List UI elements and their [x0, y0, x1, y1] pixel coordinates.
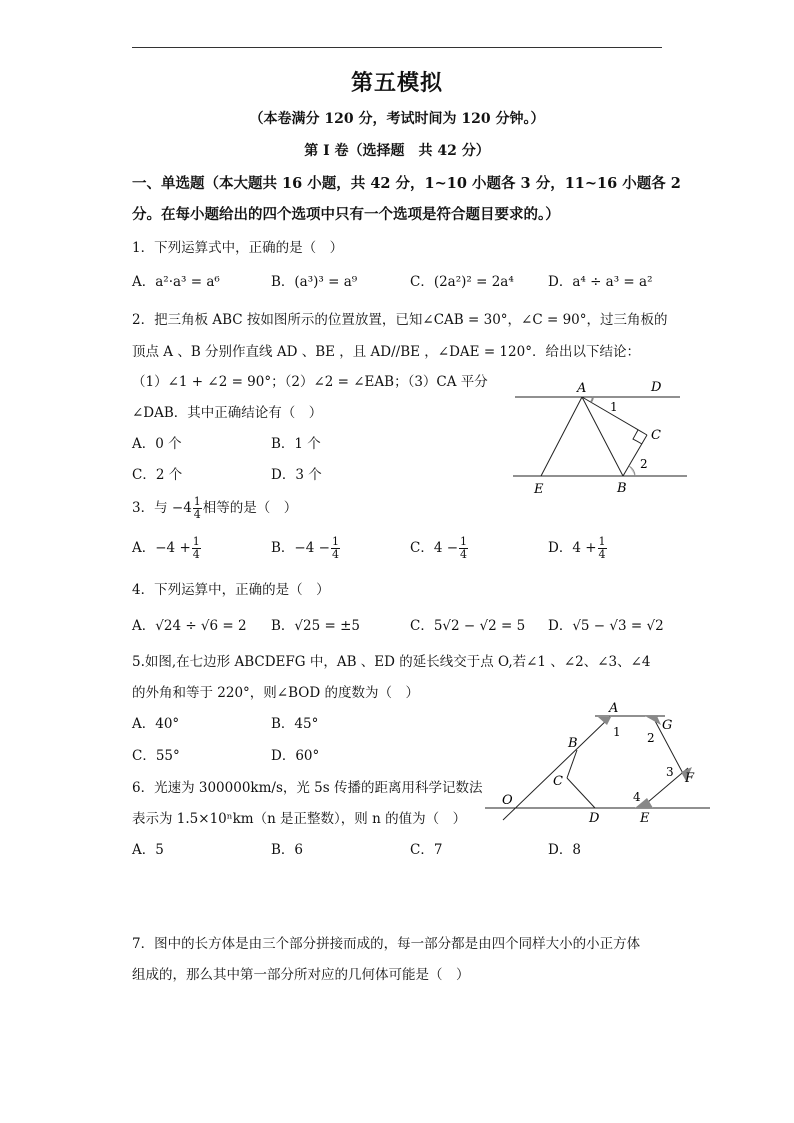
- q4-option-a: A．√24 ÷ √6 = 2: [132, 618, 247, 634]
- label-b: B: [568, 736, 578, 751]
- label-angle-1: 1: [613, 725, 621, 739]
- q5-line1: 5.如图,在七边形 ABCDEFG 中，AB 、ED 的延长线交于点 O,若∠1 、∠2、∠3、∠4: [132, 654, 651, 670]
- q3-option-b-frac: [331, 536, 340, 561]
- q1-stem: 1．下列运算式中，正确的是（ ）: [132, 240, 344, 256]
- q3-option-c-frac: [459, 536, 468, 561]
- angle-1-arc: [591, 397, 593, 402]
- q6-line2: 表示为 1.5×10ⁿkm（n 是正整数），则 n 的值为（ ）: [132, 811, 467, 827]
- angle-1-mark: [598, 717, 611, 725]
- label-d: D: [651, 380, 662, 395]
- q4-option-c: C．5√2 − √2 = 5: [410, 618, 526, 634]
- frac-den: 4: [331, 548, 339, 561]
- q4-option-b: B．√25 = ±5: [271, 618, 360, 634]
- q4-stem: 4．下列运算中，正确的是（ ）: [132, 582, 330, 598]
- q2-option-a: A．0 个: [132, 436, 182, 452]
- q3-frac-num: 1: [193, 495, 201, 508]
- label-angle-2: 2: [647, 731, 655, 745]
- header-rule: [132, 47, 662, 48]
- frac-num: 1: [192, 535, 200, 548]
- q5-heptagon-figure: [485, 695, 715, 825]
- q1-option-a: A．a²·a³ = a⁶: [132, 274, 220, 290]
- q1-option-c: C．(2a²)² = 2a⁴: [410, 274, 514, 290]
- label-c: C: [651, 428, 661, 443]
- frac-den: 4: [192, 548, 200, 561]
- q3-stem: [132, 496, 297, 521]
- q3-option-b: [271, 536, 341, 561]
- q5-line2: 的外角和等于 220°，则∠BOD 的度数为（ ）: [132, 685, 419, 701]
- page-title: 第五模拟: [350, 70, 443, 96]
- q3-option-a: [132, 536, 202, 561]
- label-o: O: [502, 793, 513, 808]
- q3-option-d-text: D．4 +: [548, 540, 597, 556]
- exam-subtitle: （本卷满分 120 分，考试时间为 120 分钟。）: [249, 111, 545, 127]
- q3-stem-post: 相等的是（ ）: [202, 500, 298, 516]
- label-angle-1: 1: [610, 400, 618, 414]
- q2-line1: 2．把三角板 ABC 按如图所示的位置放置，已知∠CAB = 30°，∠C = 90°，过三角板的: [132, 312, 668, 328]
- q3-option-a-text: A．−4 +: [132, 540, 191, 556]
- q6-option-a: A．5: [132, 842, 164, 858]
- q6-line1: 6．光速为 300000km/s，光 5s 传播的距离用科学记数法: [132, 780, 483, 796]
- label-a: A: [577, 381, 587, 396]
- q5-option-c: C．55°: [132, 748, 180, 764]
- q2-line2: 顶点 A 、B 分别作直线 AD 、BE ，且 AD//BE ，∠DAE = 120°．给出以下结论：: [132, 344, 640, 360]
- angle-2-mark: [645, 716, 661, 725]
- frac-den: 4: [460, 548, 468, 561]
- label-e: E: [640, 811, 650, 825]
- frac-num: 1: [598, 535, 606, 548]
- q2-option-d: D．3 个: [271, 467, 322, 483]
- segment-ae: [541, 397, 582, 476]
- label-a: A: [609, 701, 619, 716]
- label-g: G: [662, 718, 673, 733]
- q3-stem-pre: 3．与 −4: [132, 500, 192, 516]
- q1-option-d: D．a⁴ ÷ a³ = a²: [548, 274, 653, 290]
- label-angle-3: 3: [666, 765, 674, 779]
- q5-option-b: B．45°: [271, 716, 319, 732]
- part-heading: 第 I 卷（选择题 共 42 分）: [304, 143, 490, 159]
- q3-frac-den: 4: [193, 508, 201, 521]
- section-heading-line1: 一、单选题（本大题共 16 小题，共 42 分，1~10 小题各 3 分，11~16 小题各 2: [132, 175, 681, 192]
- q3-option-d-frac: [598, 536, 607, 561]
- q3-option-c: [410, 536, 469, 561]
- q4-option-d: D．√5 − √3 = √2: [548, 618, 664, 634]
- q3-option-a-frac: [192, 536, 201, 561]
- frac-num: 1: [331, 535, 339, 548]
- q5-option-a: A．40°: [132, 716, 180, 732]
- q6-option-b: B．6: [271, 842, 304, 858]
- q2-option-b: B．1 个: [271, 436, 321, 452]
- segment-cd: [567, 778, 595, 808]
- q6-option-c: C．7: [410, 842, 443, 858]
- q3-fraction: [193, 496, 202, 521]
- frac-num: 1: [460, 535, 468, 548]
- label-angle-2: 2: [640, 457, 648, 471]
- q2-line4: ∠DAB．其中正确结论有（ ）: [132, 405, 323, 421]
- q5-option-d: D．60°: [271, 748, 320, 764]
- label-angle-4: 4: [633, 790, 641, 804]
- q6-option-d: D．8: [548, 842, 581, 858]
- q1-option-b: B．(a³)³ = a⁹: [271, 274, 358, 290]
- label-e: E: [534, 482, 544, 497]
- q3-option-b-text: B．−4 −: [271, 540, 330, 556]
- q2-line3: （1）∠1 + ∠2 = 90°；（2）∠2 = ∠EAB；（3）CA 平分: [132, 374, 488, 390]
- q7-line2: 组成的，那么其中第一部分所对应的几何体可能是（ ）: [132, 967, 470, 983]
- q7-line1: 7．图中的长方体是由三个部分拼接而成的，每一部分都是由四个同样大小的小正方体: [132, 936, 641, 952]
- label-d: D: [589, 811, 600, 825]
- q2-triangle-figure: [505, 375, 695, 500]
- section-heading-line2: 分。在每小题给出的四个选项中只有一个选项是符合题目要求的。）: [132, 206, 560, 223]
- frac-den: 4: [598, 548, 606, 561]
- label-b: B: [617, 481, 627, 496]
- q2-option-c: C．2 个: [132, 467, 183, 483]
- q3-option-d: [548, 536, 608, 561]
- q3-option-c-text: C．4 −: [410, 540, 459, 556]
- right-angle-mark: [633, 430, 642, 444]
- label-f: F: [685, 771, 695, 786]
- line-ob-extension: [503, 717, 610, 820]
- angle-2-arc: [629, 466, 635, 476]
- label-c: C: [553, 774, 563, 789]
